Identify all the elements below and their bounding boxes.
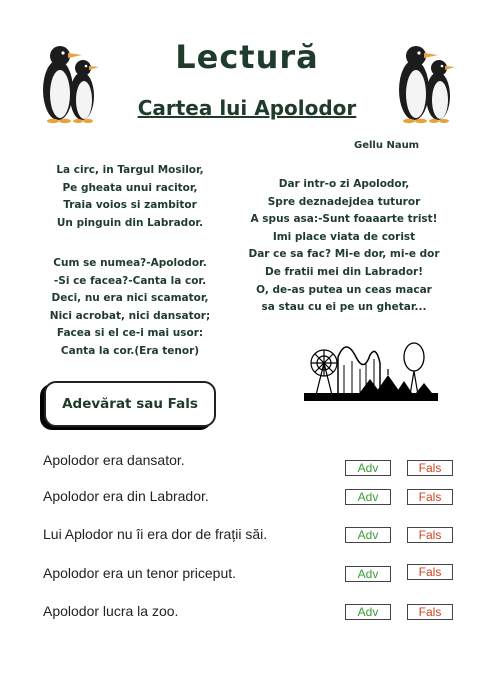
poem-line: Un pinguin din Labrador. xyxy=(56,216,204,229)
question-5: Apolodor lucra la zoo. xyxy=(43,603,179,619)
poem-stanza-2 xyxy=(30,255,230,361)
poem-line: Facea si el ce-i mai usor: xyxy=(56,327,204,340)
true-button-2[interactable]: Adv xyxy=(345,489,391,505)
true-button-3[interactable]: Adv xyxy=(345,527,391,543)
question-3: Lui Aplodor nu îi era dor de frații săi. xyxy=(43,526,268,542)
poem-line: sa stau cu ei pe un ghetar... xyxy=(261,301,427,314)
poem-line: Spre deznadejdea tuturor xyxy=(267,195,421,208)
poem-line: De fratii mei din Labrador! xyxy=(264,265,423,278)
false-button-5[interactable]: Fals xyxy=(407,604,453,620)
poem-line: -Si ce facea?-Canta la cor. xyxy=(53,274,207,287)
amusement-park-silhouette-icon xyxy=(304,335,438,405)
true-button-4[interactable]: Adv xyxy=(345,566,391,582)
poem-line: Canta la cor.(Era tenor) xyxy=(60,344,200,357)
true-button-1[interactable]: Adv xyxy=(345,460,391,476)
poem-line: Traia voios si zambitor xyxy=(63,199,197,212)
poem-line: Deci, nu era nici scamator, xyxy=(51,292,209,305)
poem-stanza-1 xyxy=(30,162,230,232)
poem-line: Dar intr-o zi Apolodor, xyxy=(278,178,410,190)
false-button-1[interactable]: Fals xyxy=(407,460,453,476)
author-name: Gellu Naum xyxy=(354,140,420,151)
question-2: Apolodor era din Labrador. xyxy=(43,488,209,504)
poem-line: Nici acrobat, nici dansator; xyxy=(49,309,211,322)
section-true-false-label: Adevărat sau Fals xyxy=(44,381,216,427)
poem-line: La circ, in Targul Mosilor, xyxy=(56,164,204,176)
true-button-5[interactable]: Adv xyxy=(345,604,391,620)
poem-line: A spus asa:-Sunt foaaarte trist! xyxy=(250,213,438,226)
false-button-3[interactable]: Fals xyxy=(407,527,453,543)
poem-line: Pe gheata unui racitor, xyxy=(62,181,198,194)
false-button-4[interactable]: Fals xyxy=(407,564,453,580)
question-4: Apolodor era un tenor priceput. xyxy=(43,565,237,581)
question-1: Apolodor era dansator. xyxy=(43,452,185,468)
poem-line: Imi place viata de corist xyxy=(272,230,416,243)
poem-line: Dar ce sa fac? Mi-e dor, mi-e dor xyxy=(248,248,440,261)
poem-line: O, de-as putea un ceas macar xyxy=(256,283,432,296)
poem-line: Cum se numea?-Apolodor. xyxy=(53,257,207,269)
false-button-2[interactable]: Fals xyxy=(407,489,453,505)
page-subtitle: Cartea lui Apolodor xyxy=(137,96,357,120)
poem-stanza-3 xyxy=(244,176,444,317)
page-title: Lectură xyxy=(175,38,319,76)
